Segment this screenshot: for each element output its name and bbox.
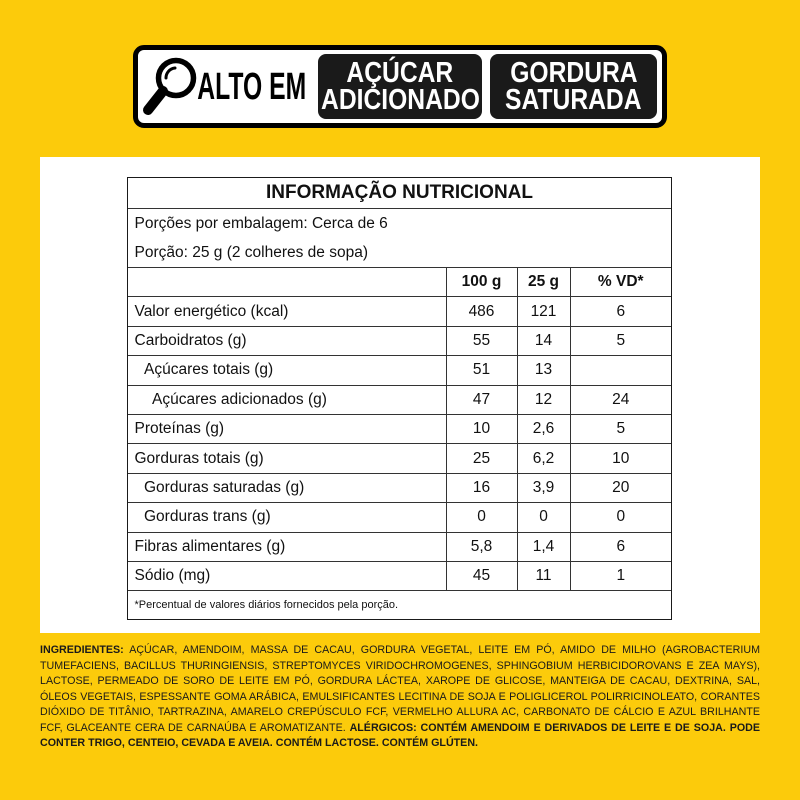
nutrition-facts-table (127, 177, 672, 620)
value-per-portion: 1,4 (517, 533, 570, 561)
value-per-portion: 2,6 (517, 415, 570, 443)
table-row (128, 415, 671, 444)
value-daily-percent: 5 (570, 415, 672, 443)
header-per-portion: 25 g (517, 268, 570, 296)
allergens-label: ALÉRGICOS: (349, 721, 417, 734)
nutrient-label: Valor energético (kcal) (134, 302, 289, 320)
warning-prefix (195, 50, 309, 123)
value-daily-percent-empty (570, 356, 672, 384)
header-blank-cell (128, 268, 446, 296)
table-header-row (128, 268, 671, 297)
warning-box-line: GORDURA (509, 56, 638, 89)
value-per-portion: 0 (517, 503, 570, 531)
value-daily-percent: 1 (570, 562, 672, 590)
table-row (128, 562, 671, 591)
ingredients-label: INGREDIENTES: (40, 644, 124, 656)
table-row (128, 474, 671, 503)
header-daily-value: % VD* (570, 268, 672, 296)
value-per-100g: 5,8 (446, 533, 517, 561)
value-daily-percent: 0 (570, 503, 672, 531)
warning-box-line: SATURADA (505, 83, 642, 116)
warning-box-line: ADICIONADO (320, 83, 480, 116)
table-title: INFORMAÇÃO NUTRICIONAL (128, 178, 671, 209)
value-per-100g: 0 (446, 503, 517, 531)
value-per-100g: 25 (446, 444, 517, 472)
nutrient-label: Proteínas (g) (134, 420, 225, 438)
value-per-portion: 14 (517, 327, 570, 355)
table-row (128, 503, 671, 532)
value-per-100g: 55 (446, 327, 517, 355)
ingredients-list: AÇÚCAR, AMENDOIM, MASSA DE CACAU, GORDURA VEGETAL, LEITE EM PÓ, AMIDO DE MILHO (AGROBACTERIUM TUMEFACIENS, BACILLUS THURINGIENSIS, STREPTOMYCES VIRIDOCHROMOGENES, SPHINGOBIUM HERBICIDOROVANS E ZEA MAYS), LACTOSE, PERMEADO DE SORO DE LEITE EM PÓ, GORDURA LÁCTEA, XAROPE DE GLICOSE, MANTEIGA DE CACAU, DEXTRINA, SAL, ÓLEOS VEGETAIS, ESPESSANTE GOMA ARÁBICA, EMULSIFICANTES LECITINA DE SOJA E POLIGLICEROL POLIRRICINOLEATO, CORANTES DIÓXIDO DE TITÂNIO, TARTRAZINA, AMARELO CREPÚSCULO FCF, VERMELHO ALLURA AC, CARBONATO DE CÁLCIO E AZUL BRILHANTE FCF, GLACEANTE CERA DE CARNAÚBA E AROMATIZANTE. (40, 644, 760, 734)
magnifying-glass-icon (140, 51, 200, 121)
value-per-portion: 6,2 (517, 444, 570, 472)
table-row (128, 386, 671, 415)
value-per-portion: 11 (517, 562, 570, 590)
value-per-portion: 12 (517, 386, 570, 414)
table-row (128, 533, 671, 562)
value-daily-percent: 6 (570, 297, 672, 325)
value-per-100g: 16 (446, 474, 517, 502)
value-daily-percent: 6 (570, 533, 672, 561)
allergens-text: CONTÉM AMENDOIM E DERIVADOS DE LEITE E DE SOJA. PODE CONTER TRIGO, CENTEIO, CEVADA E AVEIA. CONTÉM LACTOSE. CONTÉM GLÚTEN. (40, 721, 760, 749)
value-per-100g: 486 (446, 297, 517, 325)
value-daily-percent: 10 (570, 444, 672, 472)
nutrient-label: Sódio (mg) (134, 567, 211, 585)
value-daily-percent: 20 (570, 474, 672, 502)
header-per-100g: 100 g (446, 268, 517, 296)
value-per-100g: 47 (446, 386, 517, 414)
servings-per-package: Porções por embalagem: Cerca de 6 (134, 214, 388, 232)
warning-box-line: AÇÚCAR (346, 56, 454, 89)
value-daily-percent: 5 (570, 327, 672, 355)
warning-box-saturated-fat (490, 54, 657, 119)
table-row (128, 297, 671, 326)
table-footnote: *Percentual de valores diários fornecidos pela porção. (134, 599, 399, 612)
nutrient-label: Açúcares totais (g) (144, 361, 274, 379)
nutrient-label: Açúcares adicionados (g) (152, 390, 327, 408)
nutrient-label: Carboidratos (g) (134, 331, 247, 349)
table-row (128, 327, 671, 356)
value-per-portion: 3,9 (517, 474, 570, 502)
warning-prefix-text: ALTO EM (197, 65, 307, 108)
value-per-100g: 45 (446, 562, 517, 590)
nutrient-label: Gorduras saturadas (g) (144, 478, 305, 496)
value-per-100g: 10 (446, 415, 517, 443)
ingredients-paragraph (40, 643, 760, 752)
value-per-100g: 51 (446, 356, 517, 384)
front-warning-label (133, 45, 667, 128)
value-per-portion: 13 (517, 356, 570, 384)
serving-size: Porção: 25 g (2 colheres de sopa) (128, 238, 671, 268)
warning-box-added-sugar (318, 54, 482, 119)
nutrient-label: Gorduras trans (g) (144, 508, 271, 526)
nutrient-label: Fibras alimentares (g) (134, 537, 286, 555)
value-daily-percent: 24 (570, 386, 672, 414)
value-per-portion: 121 (517, 297, 570, 325)
table-row (128, 444, 671, 473)
table-row (128, 356, 671, 385)
nutrient-label: Gorduras totais (g) (134, 449, 264, 467)
